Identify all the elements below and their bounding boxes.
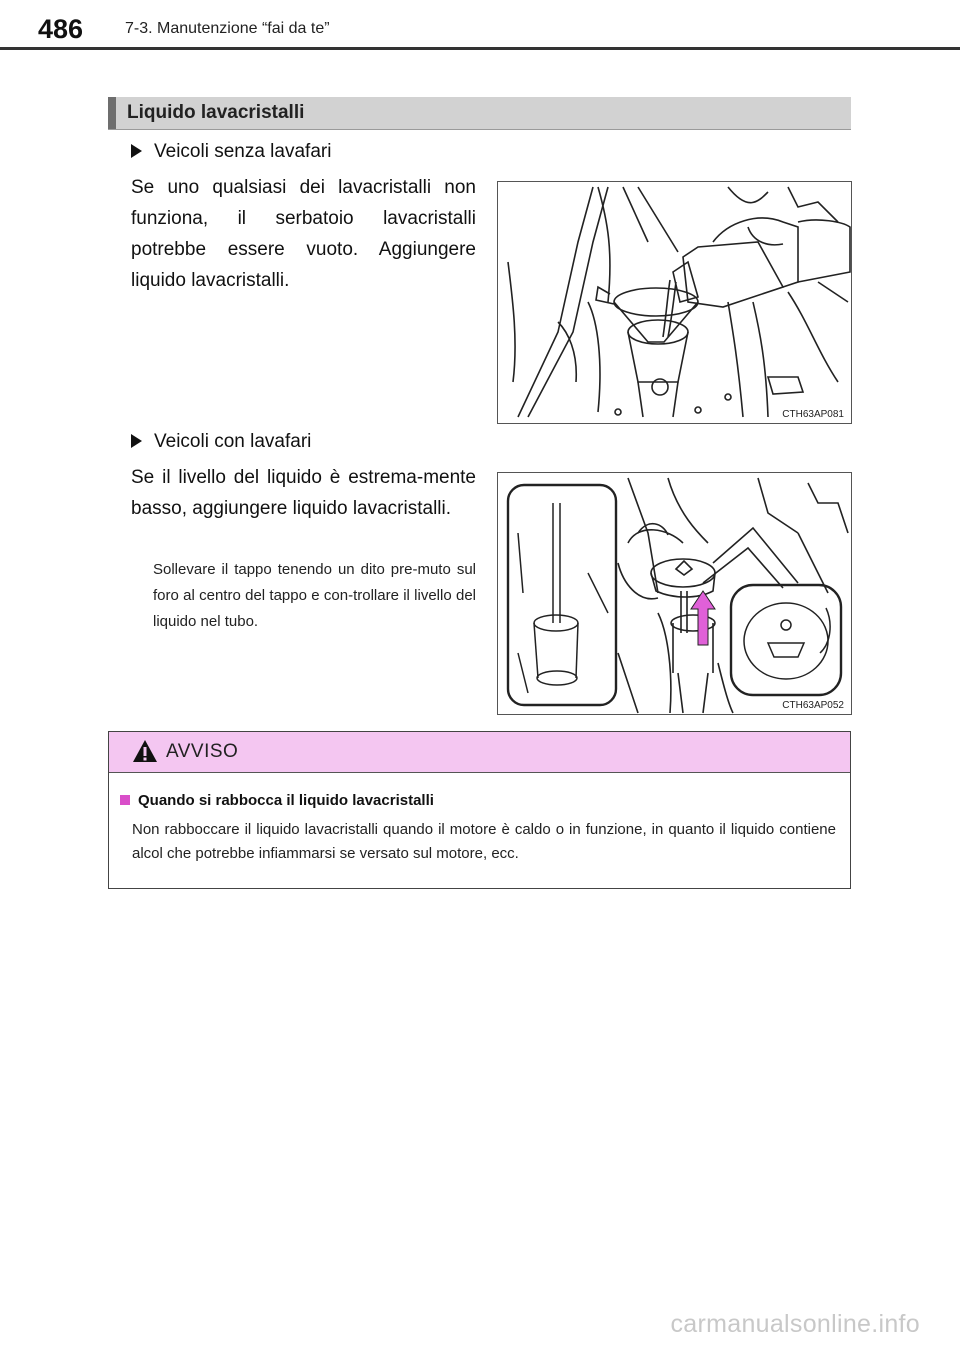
figure-level-check — [497, 472, 852, 715]
subhead-with-headlamp-cleaner — [131, 431, 311, 453]
section-accent — [108, 97, 116, 129]
triangle-bullet-icon — [131, 434, 142, 448]
subhead-no-headlamp-cleaner — [131, 141, 331, 163]
refill-illustration — [498, 182, 851, 423]
warning-item-title: Quando si rabbocca il liquido lavacristalli — [138, 792, 434, 809]
warning-header — [109, 732, 850, 773]
section-title: Liquido lavacristalli — [127, 102, 305, 123]
warning-box — [108, 731, 851, 889]
header-rule — [0, 47, 960, 50]
body-paragraph-1: Se uno qualsiasi dei lavacristalli non funziona, il serbatoio lavacristalli potrebbe essere vuoto. Aggiungere liquido lavacristalli. — [131, 177, 476, 291]
page-number: 486 — [38, 14, 84, 44]
triangle-bullet-icon — [131, 144, 142, 158]
figure-code: CTH63AP052 — [782, 700, 844, 711]
figure-code: CTH63AP081 — [782, 409, 844, 420]
section-heading — [108, 97, 851, 130]
level-check-illustration — [498, 473, 851, 714]
watermark: carmanualsonline.info — [670, 1310, 920, 1338]
square-bullet-icon — [120, 795, 130, 805]
figure-refill-funnel — [497, 181, 852, 424]
warning-triangle-icon — [132, 739, 158, 763]
subhead-label: Veicoli con lavafari — [154, 431, 312, 452]
body-paragraph-2: Se il livello del liquido è estrema-mente basso, aggiungere liquido lavacristalli. — [131, 467, 476, 519]
warning-item-body: Non rabboccare il liquido lavacristalli quando il motore è caldo o in funzione, in quanto il liquido contiene alcol che potrebbe infiammarsi se versato sul motore, ecc. — [132, 821, 836, 862]
note-paragraph: Sollevare il tappo tenendo un dito pre-muto sul foro al centro del tappo e con-trollare il livello del liquido nel tubo. — [153, 561, 476, 630]
warning-title: AVVISO — [166, 741, 239, 762]
subhead-label: Veicoli senza lavafari — [154, 141, 332, 162]
warning-item-heading — [120, 792, 434, 809]
chapter-title: 7-3. Manutenzione “fai da te” — [125, 20, 330, 37]
